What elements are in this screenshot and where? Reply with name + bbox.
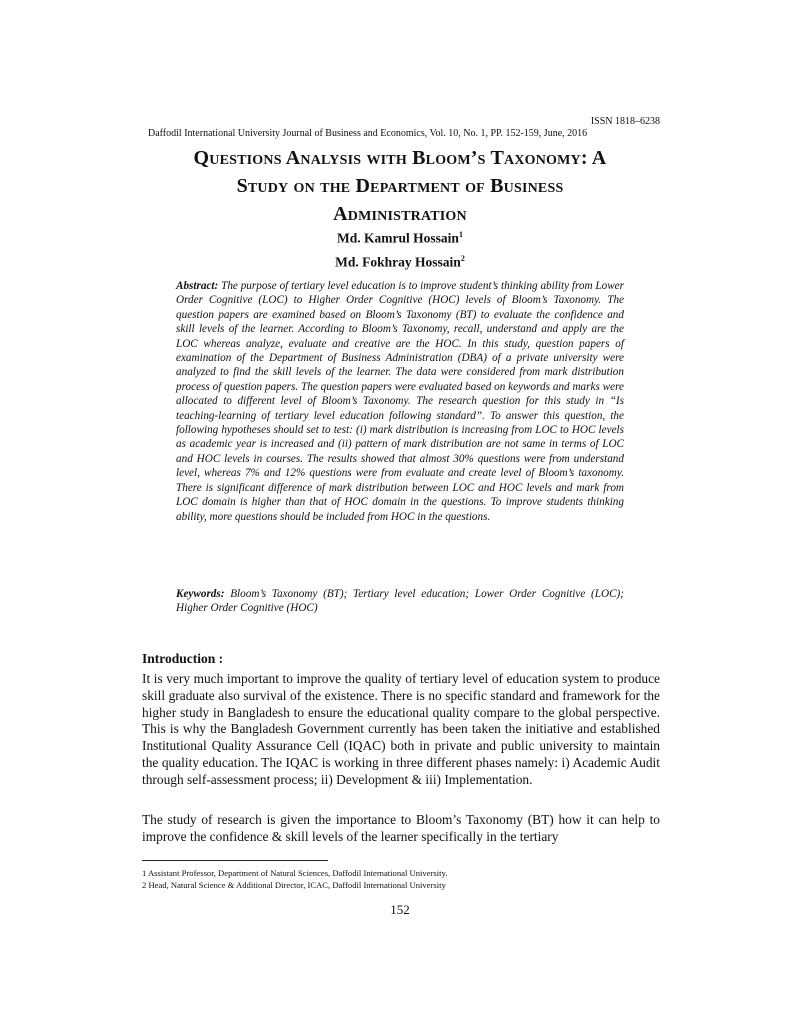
title-line-3: Administration xyxy=(333,203,467,225)
abstract-label: Abstract: xyxy=(176,280,219,292)
author-name: Md. Fokhray Hossain xyxy=(335,254,461,270)
footnote-1: 1 Assistant Professor, Department of Natural Sciences, Daffodil International University. xyxy=(142,868,448,878)
journal-citation: Daffodil International University Journal of Business and Economics, Vol. 10, No. 1, PP. 152-159, June, 2016 xyxy=(148,128,588,139)
author-affiliation-mark: 1 xyxy=(458,230,463,239)
paper-title xyxy=(140,144,660,228)
abstract-text: The purpose of tertiary level education is to improve student’s thinking ability from Lower Order Cognitive (LOC) to Higher Order Cognitive (HOC) levels of Bloom’s Taxonomy. The question papers are examined based on Bloom’s Taxonomy (BT) to evaluate the confidence and skill levels of the learner. According to Bloom’s Taxonomy, recall, understand and apply are the LOC whereas analyze, evaluate and creative are the HOC. In this study, question papers of examination of the Department of Business Administration (DBA) of a private university were analyzed to find the skill levels of the learner. The data were considered from mark distribution process of question papers. The question papers were evaluated based on keywords and marks were allocated to different level of Bloom’s Taxonomy. The research question for this study in “Is teaching-learning of tertiary level education following standard”. To answer this question, the following hypotheses should set to test: (i) mark distribution is increasing from LOC to HOC levels as academic year is increased and (ii) pattern of mark distribution are not same in terms of LOC and HOC levels in courses. The results showed that almost 30% questions were from understand level, whereas 7% and 12% questions were from evaluate and create level of Bloom’s taxonomy. There is significant difference of mark distribution between LOC and HOC levels and mark from LOC domain is higher than that of HOC domain in the questions. To improve students thinking ability, more questions should be included from HOC in the questions. xyxy=(176,280,625,523)
abstract xyxy=(176,279,624,524)
author-name: Md. Kamrul Hossain xyxy=(337,230,459,246)
introduction-paragraph-1: It is very much important to improve the quality of tertiary level of education system to produce skill graduate also survival of the existence. There is no specific standard and framework for the higher study in Bangladesh to ensure the educational quality compare to the global perspective. This is why the Bangladesh Government currently has been taken the initiative and established Institutional Quality Assurance Cell (IQAC) both in private and public university to maintain the quality education. The IQAC is working in three different phases namely: i) Academic Audit through self-assessment process; ii) Development & iii) Implementation. xyxy=(142,671,660,787)
title-line-1: Questions Analysis with Bloom’s Taxonomy: A xyxy=(193,147,607,169)
introduction-heading: Introduction : xyxy=(142,651,224,666)
keywords xyxy=(176,587,624,616)
introduction-paragraph-2: The study of research is given the importance to Bloom’s Taxonomy (BT) how it can help to improve the confidence & skill levels of the learner specifically in the tertiary xyxy=(142,812,660,844)
footnote-divider xyxy=(142,860,328,861)
keywords-text: Bloom’s Taxonomy (BT); Tertiary level education; Lower Order Cognitive (LOC); Higher Order Cognitive (HOC) xyxy=(176,588,624,615)
footnote-2: 2 Head, Natural Science & Additional Director, ICAC, Daffodil International University xyxy=(142,880,446,890)
title-line-2: Study on the Department of Business xyxy=(236,175,564,197)
issn: ISSN 1818–6238 xyxy=(590,116,660,127)
author-2 xyxy=(140,254,660,271)
keywords-label: Keywords: xyxy=(176,588,225,600)
author-affiliation-mark: 2 xyxy=(460,254,465,263)
author-1 xyxy=(140,230,660,247)
page-number: 152 xyxy=(390,902,410,917)
